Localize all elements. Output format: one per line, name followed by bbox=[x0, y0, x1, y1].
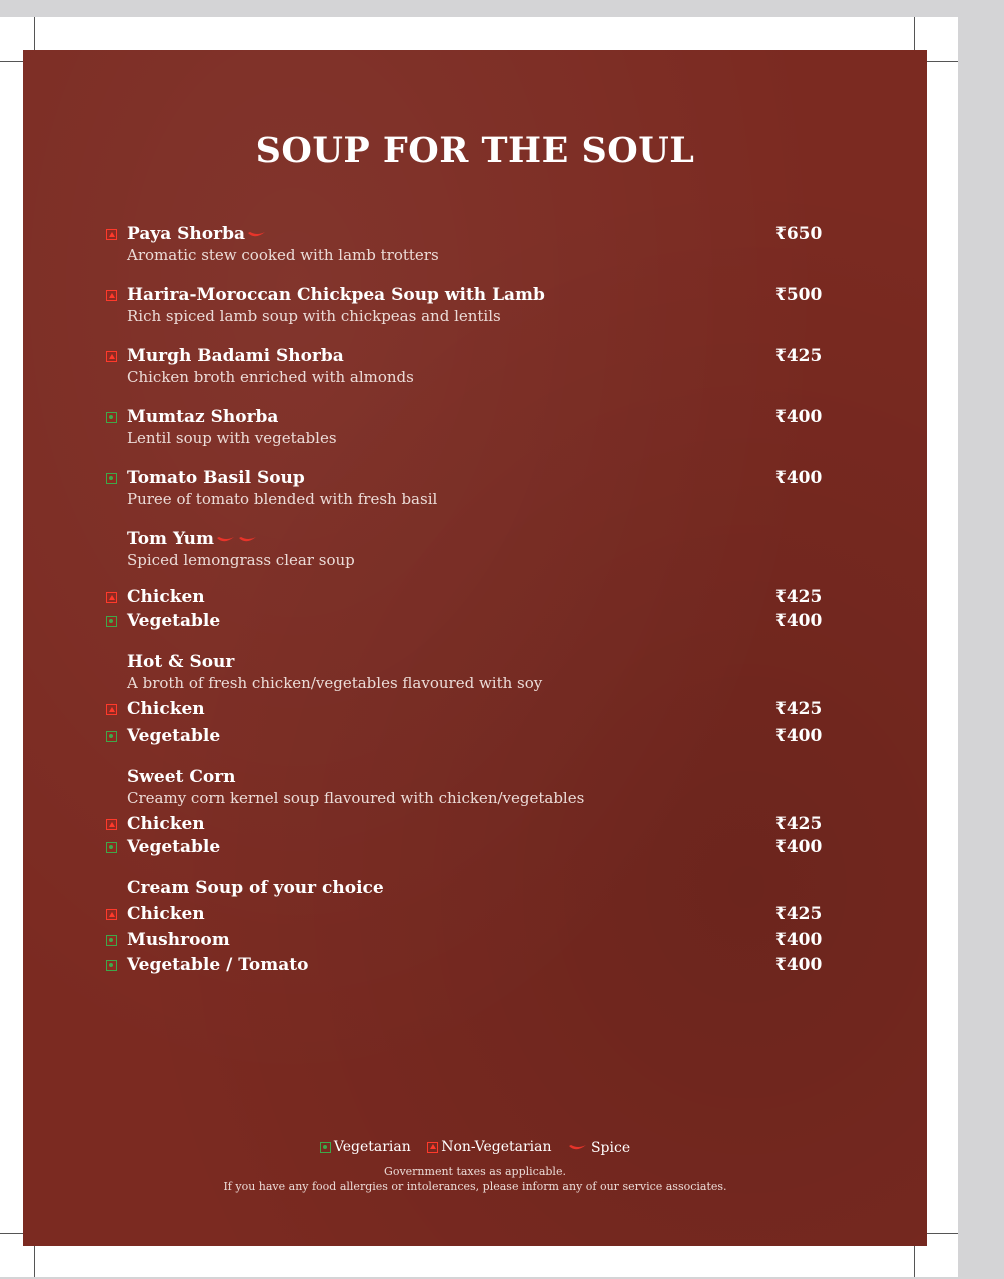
item-name: Cream Soup of your choice bbox=[127, 878, 384, 898]
item-name: Mumtaz Shorba bbox=[127, 407, 279, 427]
nonveg-mark-icon bbox=[427, 1142, 438, 1153]
crop-mark bbox=[914, 17, 915, 50]
variant-price: ₹400 bbox=[775, 930, 823, 950]
variant-name: Chicken bbox=[127, 814, 205, 834]
veg-mark-icon bbox=[106, 960, 117, 971]
variant-name: Vegetable / Tomato bbox=[127, 955, 309, 975]
crop-mark bbox=[34, 1246, 35, 1277]
variant-name: Chicken bbox=[127, 587, 205, 607]
veg-mark-icon bbox=[106, 935, 117, 946]
variant-price: ₹400 bbox=[775, 611, 823, 631]
nonveg-mark-icon bbox=[106, 592, 117, 603]
veg-mark-icon bbox=[106, 616, 117, 627]
item-name: Tomato Basil Soup bbox=[127, 468, 305, 488]
item-name: Paya Shorba bbox=[127, 224, 267, 244]
item-name: Harira-Moroccan Chickpea Soup with Lamb bbox=[127, 285, 545, 305]
legend-veg-label: Vegetarian bbox=[333, 1139, 411, 1155]
item-description: A broth of fresh chicken/vegetables flavoured with soy bbox=[127, 674, 543, 692]
veg-mark-icon bbox=[106, 731, 117, 742]
chili-icon bbox=[568, 1143, 588, 1153]
veg-mark-icon bbox=[106, 842, 117, 853]
tax-note: Government taxes as applicable. bbox=[384, 1165, 566, 1178]
variant-name: Chicken bbox=[127, 699, 205, 719]
legend-spice-label: Spice bbox=[590, 1139, 631, 1156]
nonveg-mark-icon bbox=[106, 290, 117, 301]
crop-mark bbox=[0, 1233, 23, 1234]
chili-icon bbox=[238, 535, 258, 545]
variant-price: ₹425 bbox=[775, 904, 823, 924]
item-description: Puree of tomato blended with fresh basil bbox=[127, 490, 438, 508]
allergy-note: If you have any food allergies or intolerances, please inform any of our service associates. bbox=[223, 1180, 727, 1193]
menu-page bbox=[23, 50, 927, 1246]
item-name: Hot & Sour bbox=[127, 652, 235, 672]
legend-nonveg-label: Non-Vegetarian bbox=[441, 1139, 552, 1155]
chili-icon bbox=[247, 230, 267, 240]
variant-price: ₹400 bbox=[775, 955, 823, 975]
item-description: Rich spiced lamb soup with chickpeas and lentils bbox=[127, 307, 501, 325]
chili-icon bbox=[216, 535, 236, 545]
legend-veg bbox=[320, 1139, 411, 1155]
item-price: ₹500 bbox=[775, 285, 823, 305]
crop-mark bbox=[0, 61, 23, 62]
menu-title: SOUP FOR THE SOUL bbox=[255, 130, 695, 171]
variant-name: Vegetable bbox=[127, 726, 221, 746]
variant-name: Vegetable bbox=[127, 611, 221, 631]
item-description: Lentil soup with vegetables bbox=[127, 429, 337, 447]
variant-name: Vegetable bbox=[127, 837, 221, 857]
crop-mark bbox=[927, 1233, 958, 1234]
variant-price: ₹425 bbox=[775, 814, 823, 834]
item-name: Murgh Badami Shorba bbox=[127, 346, 344, 366]
item-description: Chicken broth enriched with almonds bbox=[127, 368, 414, 386]
item-name: Tom Yum bbox=[127, 529, 258, 549]
variant-name: Chicken bbox=[127, 904, 205, 924]
nonveg-mark-icon bbox=[106, 819, 117, 830]
legend-nonveg bbox=[427, 1139, 551, 1155]
item-name: Sweet Corn bbox=[127, 767, 236, 787]
variant-name: Mushroom bbox=[127, 930, 230, 950]
legend bbox=[23, 1139, 927, 1157]
variant-price: ₹425 bbox=[775, 587, 823, 607]
item-price: ₹400 bbox=[775, 407, 823, 427]
item-description: Creamy corn kernel soup flavoured with chicken/vegetables bbox=[127, 789, 585, 807]
item-price: ₹400 bbox=[775, 468, 823, 488]
crop-mark bbox=[34, 17, 35, 50]
legend-spice bbox=[568, 1140, 630, 1156]
variant-price: ₹400 bbox=[775, 726, 823, 746]
crop-mark bbox=[914, 1246, 915, 1277]
veg-mark-icon bbox=[106, 412, 117, 423]
variant-price: ₹400 bbox=[775, 837, 823, 857]
crop-mark bbox=[927, 61, 958, 62]
item-price: ₹425 bbox=[775, 346, 823, 366]
item-price: ₹650 bbox=[775, 224, 823, 244]
item-description: Spiced lemongrass clear soup bbox=[127, 551, 355, 569]
nonveg-mark-icon bbox=[106, 704, 117, 715]
veg-mark-icon bbox=[320, 1142, 331, 1153]
nonveg-mark-icon bbox=[106, 229, 117, 240]
variant-price: ₹425 bbox=[775, 699, 823, 719]
veg-mark-icon bbox=[106, 473, 117, 484]
item-description: Aromatic stew cooked with lamb trotters bbox=[127, 246, 439, 264]
nonveg-mark-icon bbox=[106, 909, 117, 920]
nonveg-mark-icon bbox=[106, 351, 117, 362]
